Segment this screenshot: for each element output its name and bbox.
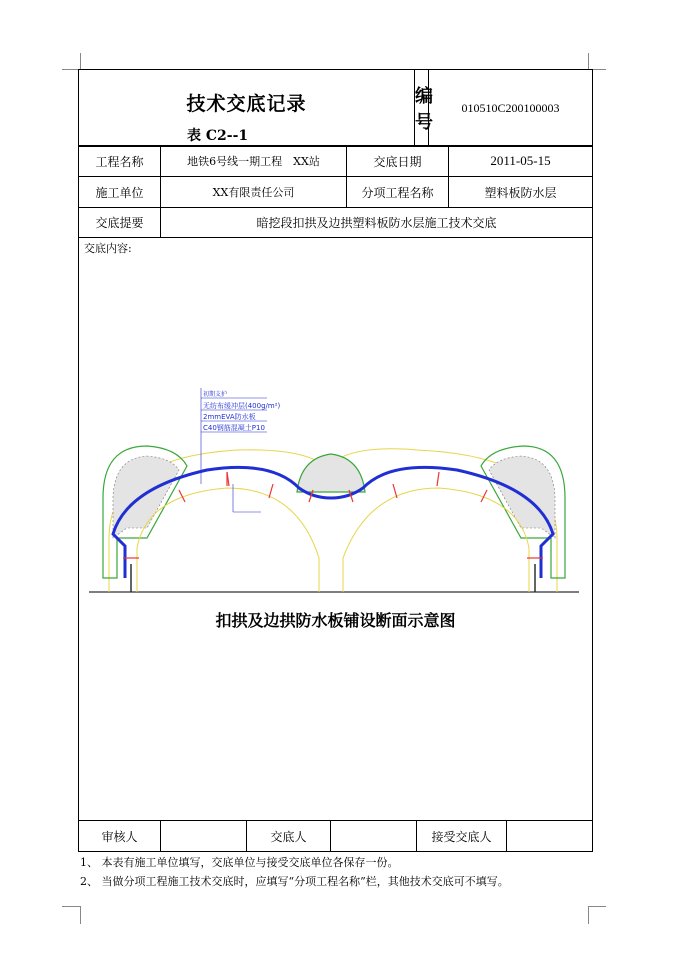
contractor-label: 施工单位 <box>79 177 161 208</box>
inner-lining <box>343 488 529 592</box>
discloser-signature-field[interactable] <box>331 821 417 852</box>
receiver-signature-field[interactable] <box>507 821 593 852</box>
reviewer-signature-field[interactable] <box>161 821 247 852</box>
drawing-caption: 扣拱及边拱防水板铺设断面示意图 <box>215 611 456 630</box>
code-label-cell <box>415 70 433 147</box>
content-cell <box>79 238 593 821</box>
project-label: 工程名称 <box>79 146 161 177</box>
subitem-value: 塑料板防水层 <box>449 177 593 208</box>
crop-mark <box>62 906 80 907</box>
code-label: 编号 <box>415 86 433 133</box>
signature-row <box>78 820 593 852</box>
date-value: 2011-05-15 <box>449 146 593 177</box>
crop-mark <box>588 906 606 907</box>
crop-mark <box>588 906 589 924</box>
summary-value: 暗挖段扣拱及边拱塑料板防水层施工技术交底 <box>161 208 593 238</box>
note-primary-support: 初期支护 <box>203 391 228 398</box>
center-drift <box>297 454 365 492</box>
disclosure-form <box>78 69 593 147</box>
date-label: 交底日期 <box>347 146 449 177</box>
note-line: 1、 本表有施工单位填写，交底单位与接受交底单位各保存一份。 <box>80 856 399 869</box>
reviewer-label: 审核人 <box>79 821 161 852</box>
form-notes <box>80 853 509 891</box>
crop-mark <box>588 53 589 69</box>
form-rows <box>78 145 593 821</box>
form-number: 表 C2--1 <box>187 128 249 144</box>
note-geotextile: 无纺布缓冲层(400g/m²) <box>203 402 281 410</box>
form-title-cell <box>79 70 415 147</box>
form-title: 技术交底记录 <box>186 93 307 115</box>
project-value: 地铁6号线一期工程 XX站 <box>161 146 347 177</box>
note-line: 2、 当做分项工程施工技术交底时，应填写“分项工程名称”栏，其他技术交底可不填写。 <box>80 875 509 888</box>
summary-label: 交底提要 <box>79 208 161 238</box>
discloser-label: 交底人 <box>247 821 331 852</box>
crop-mark <box>80 53 81 69</box>
crop-mark <box>80 906 81 924</box>
code-value: 010510C200100003 <box>461 100 560 115</box>
note-concrete: C40钢筋混凝土P10 <box>203 424 265 432</box>
note-eva-board: 2mmEVA防水板 <box>203 413 256 421</box>
contractor-value: XX有限责任公司 <box>161 177 347 208</box>
code-value-cell <box>429 70 593 147</box>
receiver-label: 接受交底人 <box>417 821 507 852</box>
arch-section-drawing <box>87 388 587 603</box>
inner-lining <box>137 488 319 592</box>
content-label: 交底内容: <box>84 242 132 255</box>
subitem-label: 分项工程名称 <box>347 177 449 208</box>
